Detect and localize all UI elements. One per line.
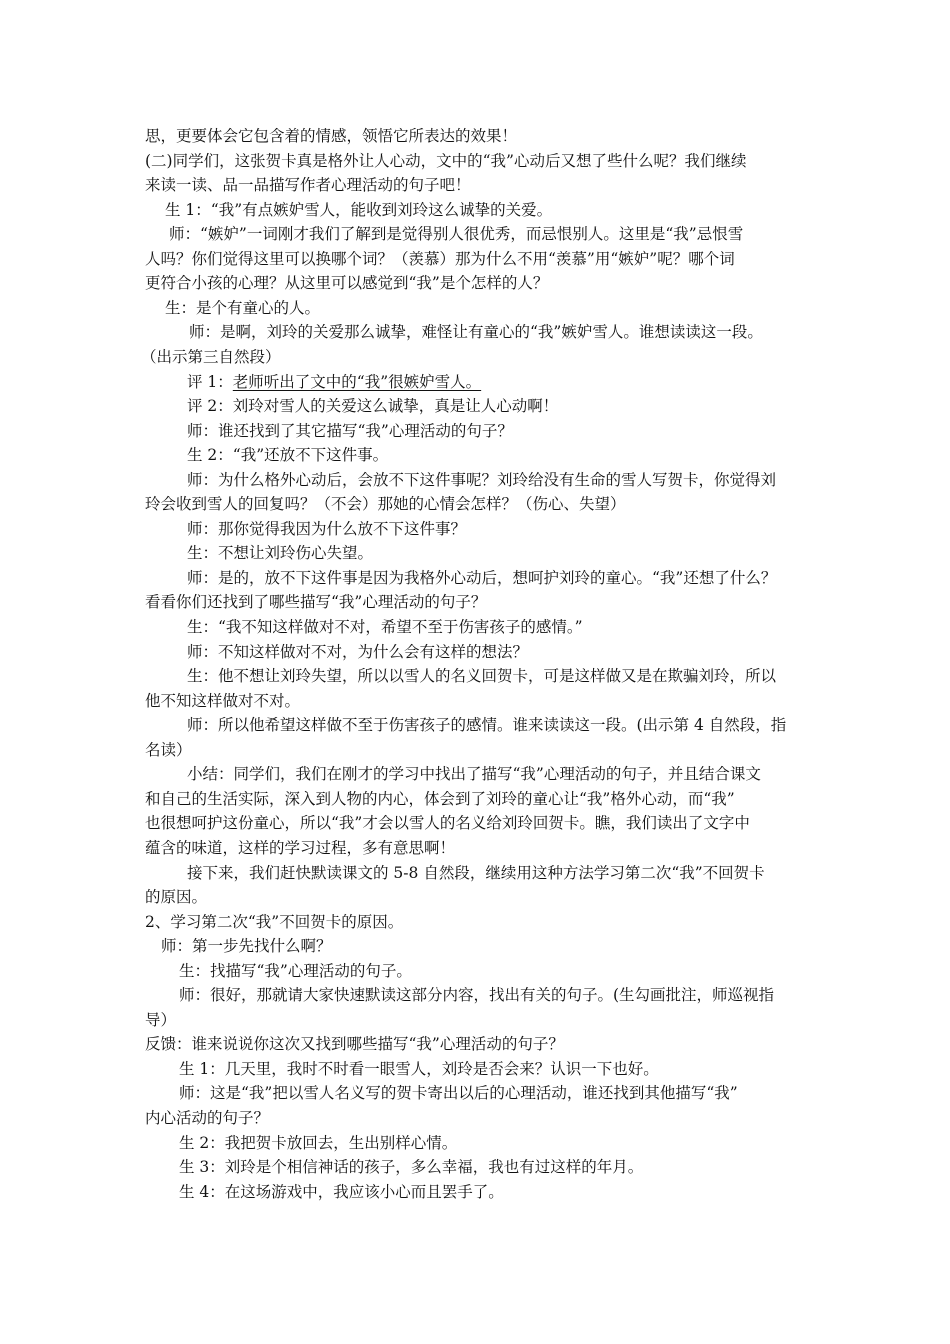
text-line xyxy=(145,910,815,935)
text-line xyxy=(145,885,815,910)
text-line xyxy=(161,934,831,959)
line-text: (二)同学们，这张贺卡真是格外让人心动，文中的“我”心动后又想了些什么呢？我们继续 xyxy=(145,151,747,170)
text-line xyxy=(189,320,859,345)
line-text: 师：这是“我”把以雪人名义写的贺卡寄出以后的心理活动，谁还找到其他描写“我” xyxy=(179,1084,738,1103)
line-text: 更符合小孩的心理？从这里可以感觉到“我”是个怎样的人？ xyxy=(145,274,549,293)
text-line xyxy=(179,983,849,1008)
text-line xyxy=(179,959,849,984)
line-text: 师：是啊，刘玲的关爱那么诚挚，难怪让有童心的“我”嫉妒雪人。谁想读读这一段。 xyxy=(189,323,763,342)
line-text: 师：“嫉妒”一词刚才我们了解到是觉得别人很优秀，而忌恨别人。这里是“我”忌恨雪 xyxy=(169,225,744,244)
text-line xyxy=(187,861,857,886)
line-text: 思，更要体会它包含着的情感，领悟它所表达的效果！ xyxy=(145,127,518,145)
text-line xyxy=(187,517,857,542)
text-line xyxy=(145,787,815,812)
text-line xyxy=(187,468,857,493)
line-text: 师：是的，放不下这件事是因为我格外心动后，想呵护刘玲的童心。“我”还想了什么？ xyxy=(187,568,777,587)
line-text: 来读一读、品一品描写作者心理活动的句子吧！ xyxy=(145,176,471,195)
line-text: 生：找描写“我”心理活动的句子。 xyxy=(179,961,412,980)
line-text: 和自己的生活实际，深入到人物的内心，体会到了刘玲的童心让“我”格外心动，而“我” xyxy=(145,789,735,808)
text-line xyxy=(145,149,815,174)
text-line xyxy=(145,492,815,517)
line-text: 也很想呵护这份童心，所以“我”才会以雪人的名义给刘玲回贺卡。瞧，我们读出了文字中 xyxy=(145,814,750,833)
text-line xyxy=(145,124,815,149)
text-line xyxy=(187,541,857,566)
text-line xyxy=(187,443,857,468)
text-line xyxy=(187,640,857,665)
line-text: 生：是个有童心的人。 xyxy=(165,298,321,317)
text-line xyxy=(145,1032,815,1057)
line-text: 反馈：谁来说说你这次又找到哪些描写“我”心理活动的句子？ xyxy=(145,1035,564,1054)
line-text: 生：他不想让刘玲失望，所以以雪人的名义回贺卡，可是这样做又是在欺骗刘玲，所以 xyxy=(187,667,777,686)
text-line xyxy=(145,271,815,296)
text-line xyxy=(169,222,839,247)
text-line xyxy=(179,1057,849,1082)
line-text: 小结：同学们，我们在刚才的学习中找出了描写“我”心理活动的句子，并且结合课文 xyxy=(187,765,761,784)
line-text: 他不知这样做对不对。 xyxy=(145,691,301,710)
text-line xyxy=(141,345,811,370)
line-text: 评 1： xyxy=(187,372,233,391)
text-line xyxy=(179,1131,849,1156)
text-line xyxy=(145,689,815,714)
line-text: 人吗？你们觉得这里可以换哪个词？（羡慕）那为什么不用“羡慕”用“嫉妒”呢？哪个词 xyxy=(145,249,735,268)
line-text: 生：不想让刘玲伤心失望。 xyxy=(187,544,374,563)
line-text: 师：为什么格外心动后，会放不下这件事呢？刘玲给没有生命的雪人写贺卡，你觉得刘 xyxy=(187,470,777,489)
line-text: 看看你们还找到了哪些描写“我”心理活动的句子？ xyxy=(145,593,487,612)
text-line xyxy=(145,1106,815,1131)
text-line xyxy=(179,1155,849,1180)
line-text: 师：谁还找到了其它描写“我”心理活动的句子？ xyxy=(187,421,513,440)
text-line xyxy=(145,836,815,861)
text-line xyxy=(179,1180,849,1205)
text-line xyxy=(187,370,857,395)
line-text: 名读） xyxy=(145,740,192,759)
line-text: 内心活动的句子？ xyxy=(145,1109,270,1127)
text-line xyxy=(187,419,857,444)
line-text: 2、学习第二次“我”不回贺卡的原因。 xyxy=(145,912,404,931)
line-text: 生 1：“我”有点嫉妒雪人，能收到刘玲这么诚挚的关爱。 xyxy=(165,200,553,219)
line-text: 生：“我不知这样做对不对，希望不至于伤害孩子的感情。” xyxy=(187,618,583,636)
line-text: 生 2：“我”还放不下这件事。 xyxy=(187,446,389,465)
text-line xyxy=(145,173,815,198)
line-text: 师：所以他希望这样做不至于伤害孩子的感情。谁来读读这一段。(出示第 4 自然段，指 xyxy=(187,716,787,735)
text-line xyxy=(187,394,857,419)
line-text: 生 4：在这场游戏中，我应该小心而且罢手了。 xyxy=(179,1182,504,1201)
text-line xyxy=(145,247,815,272)
text-line xyxy=(187,566,857,591)
line-text: 导） xyxy=(145,1010,177,1029)
text-line xyxy=(187,664,857,689)
text-line xyxy=(145,738,815,763)
text-line xyxy=(165,198,835,223)
line-text: 生 3：刘玲是个相信神话的孩子，多么幸福，我也有过这样的年月。 xyxy=(179,1158,644,1177)
line-text: 玲会收到雪人的回复吗？（不会）那她的心情会怎样？（伤心、失望） xyxy=(145,495,626,514)
line-text: 师：那你觉得我因为什么放不下这件事？ xyxy=(187,519,467,538)
text-line xyxy=(145,811,815,836)
line-text: 师：不知这样做对不对，为什么会有这样的想法？ xyxy=(187,642,529,661)
line-text: 师：很好，那就请大家快速默读这部分内容，找出有关的句子。(生勾画批注，师巡视指 xyxy=(179,986,775,1005)
line-text: 接下来，我们赶快默读课文的 5-8 自然段，继续用这种方法学习第二次“我”不回贺卡 xyxy=(187,863,765,882)
line-text: 的原因。 xyxy=(145,888,208,907)
text-line xyxy=(187,713,857,738)
line-text: 生 1：几天里，我时不时看一眼雪人，刘玲是否会来？认识一下也好。 xyxy=(179,1059,659,1078)
text-line xyxy=(165,296,835,321)
text-line xyxy=(187,615,857,640)
line-text: 蕴含的味道，这样的学习过程，多有意思啊！ xyxy=(145,838,456,857)
line-text: 生 2：我把贺卡放回去，生出别样心情。 xyxy=(179,1133,458,1152)
text-line xyxy=(179,1081,849,1106)
text-line xyxy=(187,762,857,787)
text-line xyxy=(145,1008,815,1033)
underlined-text: 老师听出了文中的“我”很嫉妒雪人。 xyxy=(232,372,482,391)
line-text: （出示第三自然段） xyxy=(141,347,281,366)
line-text: 评 2：刘玲对雪人的关爱这么诚挚，真是让人心动啊！ xyxy=(187,397,559,416)
text-line xyxy=(145,590,815,615)
line-text: 师：第一步先找什么啊？ xyxy=(161,937,332,956)
